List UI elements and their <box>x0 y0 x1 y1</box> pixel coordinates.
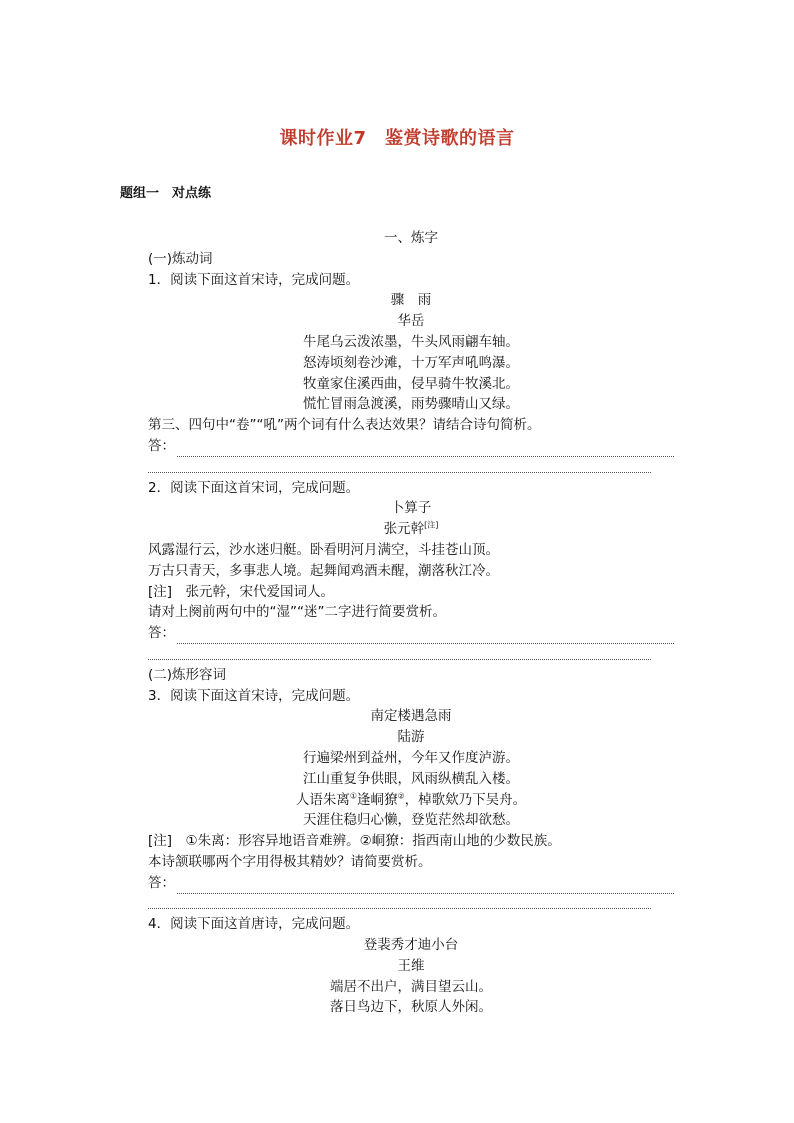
poem-3-author: 陆游 <box>397 729 425 746</box>
answer-dotted-line <box>177 880 674 894</box>
poem-4-author: 王维 <box>397 957 425 974</box>
poem-3-line <box>148 790 674 811</box>
poem-4-line: 端居不出户，满目望云山。 <box>330 978 492 995</box>
poem-2-title: 卜算子 <box>390 500 432 517</box>
answer-dotted-line[interactable] <box>148 644 651 665</box>
answer-dotted-line <box>177 630 674 644</box>
answer-3-field[interactable] <box>148 873 674 894</box>
question-4-prompt: 4．阅读下面这首唐诗，完成问题。 <box>148 916 360 933</box>
question-3-text: 本诗颔联哪两个字用得极其精妙？请简要赏析。 <box>148 853 432 870</box>
document-body <box>148 228 674 1018</box>
poem-1-title: 骤 雨 <box>390 292 432 309</box>
footnote-mark: ① <box>349 791 357 801</box>
question-1-text: 第三、四句中“卷”“吼”两个词有什么表达效果？请结合诗句简析。 <box>148 417 541 434</box>
poem-text: ，棹歌欸乃下吴舟。 <box>404 791 527 808</box>
page-title: 课时作业7 鉴赏诗歌的语言 <box>279 128 515 149</box>
poem-text: 人语朱离 <box>295 791 350 808</box>
subsection-heading: (二)炼形容词 <box>148 666 227 683</box>
group-heading: 题组一 对点练 <box>120 186 212 201</box>
poem-1-author: 华岳 <box>397 313 425 330</box>
answer-dotted-line <box>177 443 674 457</box>
poem-2-note: [注] 张元幹，宋代爱国词人。 <box>148 583 335 600</box>
answer-label: 答： <box>148 874 175 891</box>
poem-1-line: 慌忙冒雨急渡溪，雨势骤晴山又绿。 <box>303 396 519 413</box>
question-3-prompt: 3．阅读下面这首宋诗，完成问题。 <box>148 687 360 704</box>
footnote-mark: ② <box>397 791 405 801</box>
answer-2-field[interactable] <box>148 623 674 644</box>
answer-dotted-line[interactable] <box>148 457 651 478</box>
question-1-prompt: 1．阅读下面这首宋诗，完成问题。 <box>148 271 360 288</box>
poem-2-line: 风露湿行云，沙水迷归艇。卧看明河月满空，斗挂苍山顶。 <box>148 541 499 558</box>
poem-1-line: 牧童家住溪西曲，侵早骑牛牧溪北。 <box>303 375 519 392</box>
answer-label: 答： <box>148 625 175 642</box>
poem-1-line: 牛尾乌云泼浓墨，牛头风雨翩车轴。 <box>303 333 519 350</box>
poem-2-author <box>148 519 674 540</box>
poem-2-line: 万古只青天，多事悲人境。起舞闻鸡酒未醒，潮落秋江冷。 <box>148 562 499 579</box>
poem-3-line: 行遍梁州到益州，今年又作度泸游。 <box>303 749 519 766</box>
poem-1-line: 怒涛顷刻卷沙滩，十万军声吼鸣瀑。 <box>303 354 519 371</box>
poem-text: 逢峒獠 <box>357 791 398 808</box>
answer-label: 答： <box>148 437 175 454</box>
author-name: 张元幹 <box>383 521 425 538</box>
poem-3-line: 天涯住稳归心懒，登览茫然却欲愁。 <box>303 812 519 829</box>
question-2-prompt: 2．阅读下面这首宋词，完成问题。 <box>148 479 360 496</box>
poem-3-note: [注] ①朱离：形容异地语音难辨。②峒獠：指西南山地的少数民族。 <box>148 833 561 850</box>
answer-dotted-line[interactable] <box>148 894 651 915</box>
poem-4-title: 登裴秀才迪小台 <box>363 937 459 954</box>
poem-3-title: 南定楼遇急雨 <box>370 708 452 725</box>
note-mark: [注] <box>424 520 439 530</box>
poem-4-line: 落日鸟边下，秋原人外闲。 <box>330 999 492 1016</box>
answer-1-field[interactable] <box>148 436 674 457</box>
question-2-text: 请对上阕前两句中的“湿”“迷”二字进行简要赏析。 <box>148 604 446 621</box>
subsection-heading: (一)炼动词 <box>148 250 213 267</box>
poem-3-line: 江山重复争供眼，风雨纵横乱入楼。 <box>303 770 519 787</box>
section-heading: 一、炼字 <box>384 230 438 246</box>
